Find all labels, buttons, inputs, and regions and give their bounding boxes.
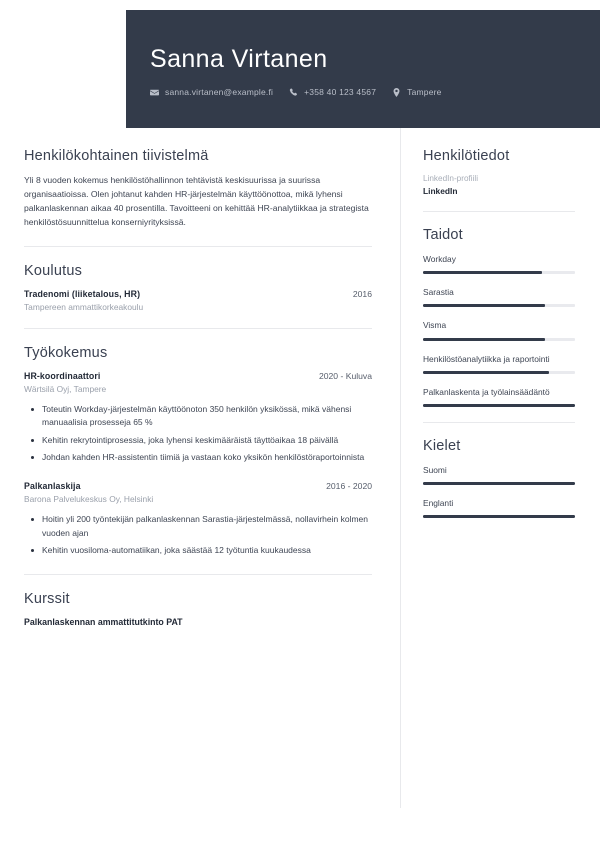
education-entry [24, 289, 372, 312]
divider [423, 211, 575, 212]
education-school: Tampereen ammattikorkeakoulu [24, 301, 144, 312]
language-bar-fill [423, 482, 575, 485]
phone-icon [289, 88, 298, 97]
education-date: 2016 [352, 288, 372, 299]
section-personal-details [423, 148, 575, 196]
skill-bar-fill [423, 271, 542, 274]
skill-name: Palkanlaskenta ja työlainsäädäntö [423, 386, 550, 397]
details-title: Henkilötiedot [423, 148, 510, 164]
skill-bar-fill [423, 371, 549, 374]
education-entry-head [24, 289, 372, 299]
skill-item [423, 319, 575, 340]
contact-location[interactable] [392, 87, 441, 97]
divider [24, 574, 372, 575]
language-item [423, 497, 575, 518]
summary-text: Yli 8 vuoden kokemus henkilöstöhallinnon tehtävistä keskisuurissa ja suurissa organisaatioissa. Olen johtanut kahden HR-järjestelmän käyttöönottoa, mikä lyhensi palkanlaskennan aikaa 40 prosentilla. Tavoitteeni on kehittää HR-analytiikkaa ja strategista henkilöstösuunnittelua konserniyrityksissä. [24, 175, 369, 227]
main-column [0, 128, 400, 808]
skill-item [423, 286, 575, 307]
divider [423, 422, 575, 423]
languages-list [423, 464, 575, 518]
skill-bar-track [423, 404, 575, 407]
contact-email[interactable] [150, 87, 273, 97]
language-name: Suomi [423, 464, 447, 475]
skill-bar-fill [423, 304, 545, 307]
education-title: Koulutus [24, 262, 83, 279]
candidate-name: Sanna Virtanen [150, 45, 328, 73]
experience-title: Työkokemus [24, 344, 108, 361]
job-role: HR-koordinaattori [24, 370, 101, 381]
job-employer: Barona Palvelukeskus Oy, Helsinki [24, 494, 154, 505]
skill-bar-fill [423, 338, 545, 341]
list-item: Kehitin rekrytointiprosessia, joka lyhensi keskimääräistä täyttöaikaa 18 päivällä [42, 434, 372, 448]
skill-name: Sarastia [423, 287, 454, 298]
course-name: Palkanlaskennan ammattitutkinto PAT [24, 616, 183, 627]
list-item: Johdan kahden HR-assistentin tiimiä ja vastaan koko yksikön henkilöstöraportoinnista [42, 451, 372, 465]
language-bar-track [423, 482, 575, 485]
skills-list [423, 253, 575, 407]
skill-bar-fill [423, 404, 575, 407]
experience-entry [24, 371, 372, 465]
skill-item [423, 253, 575, 274]
job-role: Palkanlaskija [24, 481, 81, 492]
section-languages [423, 438, 575, 518]
list-item: Kehitin vuosiloma-automatiikan, joka säästää 12 työtuntia kuukaudessa [42, 544, 372, 558]
contact-row [150, 87, 600, 97]
resume-body [0, 128, 600, 808]
language-bar-track [423, 515, 575, 518]
summary-title: Henkilökohtainen tiivistelmä [24, 148, 209, 164]
languages-title: Kielet [423, 437, 461, 454]
divider [24, 246, 372, 247]
detail-item [423, 174, 575, 196]
contact-phone-text: +358 40 123 4567 [304, 87, 377, 97]
skill-name: Henkilöstöanalytiikka ja raportointi [423, 353, 550, 364]
skill-name: Workday [423, 254, 456, 264]
section-education [24, 263, 372, 312]
skills-title: Taidot [423, 227, 463, 243]
language-item [423, 464, 575, 485]
job-employer: Wärtsilä Oyj, Tampere [24, 383, 107, 394]
section-skills [423, 227, 575, 407]
skill-bar-track [423, 271, 575, 274]
detail-label: LinkedIn-profiili [423, 174, 479, 183]
location-pin-icon [392, 88, 401, 97]
job-bullets [24, 513, 372, 558]
envelope-icon [150, 88, 159, 97]
job-date: 2016 - 2020 [326, 481, 372, 492]
contact-phone[interactable] [289, 87, 376, 97]
resume-header [126, 10, 600, 128]
skill-name: Visma [423, 320, 447, 331]
education-degree: Tradenomi (liiketalous, HR) [24, 288, 141, 299]
contact-email-text: sanna.virtanen@example.fi [165, 87, 274, 97]
language-bar-fill [423, 515, 575, 518]
experience-entry-head [24, 481, 372, 491]
list-item: Toteutin Workday-järjestelmän käyttöönoton 350 henkilön yksikössä, mikä vähensi manuaalisia prosesseja 65 % [42, 403, 372, 430]
section-experience [24, 345, 372, 558]
skill-bar-track [423, 338, 575, 341]
contact-location-text: Tampere [407, 87, 442, 97]
sidebar-column [400, 128, 600, 808]
courses-title: Kurssit [24, 590, 70, 607]
language-name: Englanti [423, 498, 454, 509]
skill-bar-track [423, 371, 575, 374]
skill-bar-track [423, 304, 575, 307]
skill-item [423, 353, 575, 374]
section-summary [24, 148, 372, 230]
job-date: 2020 - Kuluva [318, 370, 372, 381]
detail-value[interactable]: LinkedIn [423, 186, 458, 196]
experience-entry-head [24, 371, 372, 381]
skill-item [423, 386, 575, 407]
list-item: Hoitin yli 200 työntekijän palkanlaskennan Sarastia-järjestelmässä, nollavirhein kolmen vuoden ajan [42, 513, 372, 540]
experience-entry [24, 481, 372, 558]
job-bullets [24, 403, 372, 465]
section-courses [24, 591, 372, 627]
divider [24, 328, 372, 329]
